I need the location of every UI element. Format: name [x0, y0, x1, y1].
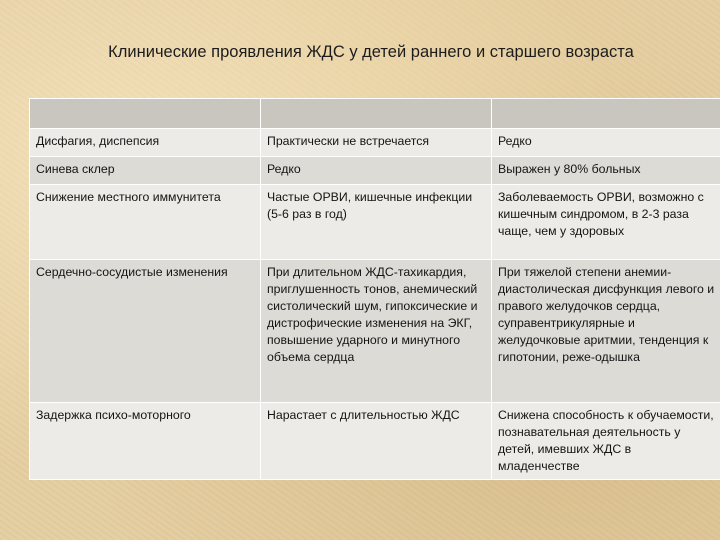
table-row — [30, 157, 720, 185]
header-cell — [30, 99, 261, 129]
older-age-cell: Заболеваемость ОРВИ, возможно с кишечным синдромом, в 2-3 раза чаще, чем у здоровых — [492, 185, 720, 260]
header-cell — [492, 99, 720, 129]
slide-title: Клинические проявления ЖДС у детей раннего и старшего возраста — [108, 43, 634, 61]
table-header-row — [30, 99, 720, 129]
table-row — [30, 129, 720, 157]
early-age-cell: Практически не встречается — [261, 129, 492, 157]
symptom-cell: Снижение местного иммунитета — [30, 185, 261, 260]
older-age-cell: Выражен у 80% больных — [492, 157, 720, 185]
early-age-cell: Частые ОРВИ, кишечные инфекции (5-6 раз в год) — [261, 185, 492, 260]
header-cell — [261, 99, 492, 129]
older-age-cell: Снижена способность к обучаемости, познавательная деятельность у детей, имевших ЖДС в младенчестве — [492, 403, 720, 480]
older-age-cell: Редко — [492, 129, 720, 157]
table-row — [30, 403, 720, 480]
symptom-cell: Синева склер — [30, 157, 261, 185]
symptom-cell: Задержка психо-моторного — [30, 403, 261, 480]
symptom-cell: Сердечно-сосудистые изменения — [30, 260, 261, 403]
table-row — [30, 260, 720, 403]
clinical-table — [29, 98, 720, 480]
symptom-cell: Дисфагия, диспепсия — [30, 129, 261, 157]
early-age-cell: При длительном ЖДС-тахикардия, приглушенность тонов, анемический систолический шум, гипоксические и дистрофические изменения на ЭКГ, повышение ударного и минутного объема сердца — [261, 260, 492, 403]
older-age-cell: При тяжелой степени анемии-диастолическая дисфункция левого и правого желудочков сердца, суправентрикулярные и желудочковые аритмии, тенденция к гипотонии, реже-одышка — [492, 260, 720, 403]
early-age-cell: Нарастает с длительностью ЖДС — [261, 403, 492, 480]
table-row — [30, 185, 720, 260]
early-age-cell: Редко — [261, 157, 492, 185]
